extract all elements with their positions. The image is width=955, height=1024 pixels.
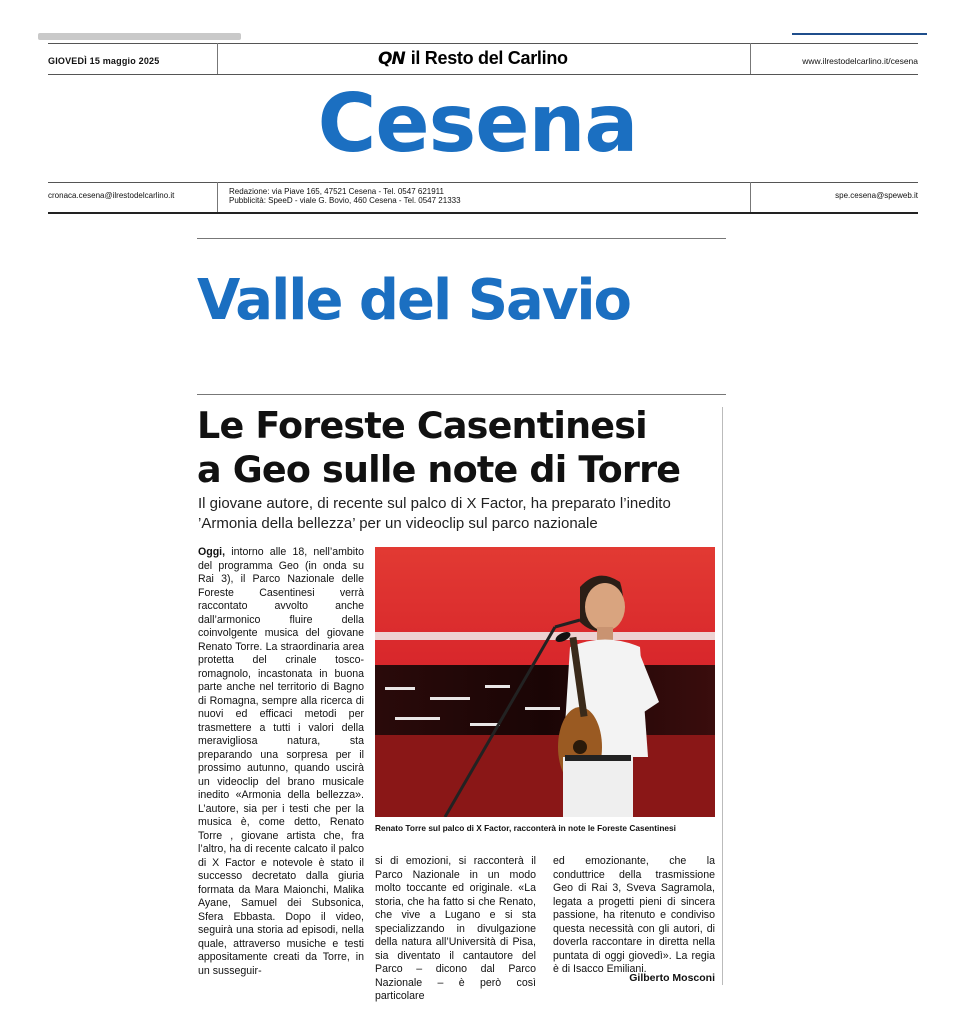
section-bottom-rule	[197, 394, 726, 395]
article-column-3: ed emozionante, che la conduttrice della trasmissione Geo di Rai 3, Sveva Sagramola, legata a progetti pieni di sincera passione, ha ritenuto e condiviso questa necessità con gli autori, di doverla raccontare in diretta nella puntata di oggi giovedì». La regia è di Isacco Emiliani.	[553, 855, 715, 975]
deck-line-2: ’Armonia della bellezza’ per un videoclip sul parco nazionale	[198, 515, 598, 532]
article-column-2: si di emozioni, si racconterà il Parco Nazionale in un modo molto toccante ed originale. «La storia, che ha fatto si che Renato, che vive a Lugano e si sta specializzando in divulgazione della natura all’Università di Pisa, sia diventato il cantautore del Parco – dicono dal Parco Nazionale – è però così particolare	[375, 855, 536, 1002]
masthead-top-rule	[48, 43, 918, 44]
masthead-bottom-rule	[48, 212, 918, 214]
info-divider-right	[750, 182, 751, 212]
section-top-rule	[197, 238, 726, 239]
newspaper-name: il Resto del Carlino	[410, 48, 568, 68]
newsroom-email: cronaca.cesena@ilrestodelcarlino.it	[48, 191, 175, 200]
masthead-rule-3	[48, 182, 918, 183]
article-column-1	[198, 546, 364, 978]
top-accent-line	[792, 33, 927, 35]
qn-logo-mark: QN	[378, 48, 405, 69]
redazione-line: Redazione: via Piave 165, 47521 Cesena - Tel. 0547 621911	[229, 187, 444, 196]
column-1-text: intorno alle 18, nell’ambito del programma Geo (in onda su Rai 3), il Parco Nazionale delle Foreste Casentinesi verrà raccontato avvolto anche dall’armonico fluire della coinvolgente musica del giovane Renato Torre. La straordinaria area protetta del crinale tosco-romagnolo, incastonata in buona parte anche nel territorio di Bagno di Romagna, sempre alla ricerca di nuovi ed efficaci metodi per trasmettere a tutti i valori della meravigliosa natura, sta preparando una sorpresa per il prossimo autunno, quando uscirà un videoclip del brano musicale inedito «Armonia della bellezza». L’autore, sia per i testi che per la musica è, come detto, Renato Torre , giovane artista che, fra l’altro, ha di recente calcato il palco di X Factor e notevole è stato il successo decretato dalla giuria formata da Mara Maionchi, Malika Ayane, Samuel dei Subsonica, Sfera Ebbasta. Dopo il video, seguirà una storia ad episodi, nella quale, attraverso musiche e testi appositamente creati da Torre, in un susseguir-	[198, 546, 364, 977]
masthead-divider-right	[750, 43, 751, 74]
article-headline	[197, 404, 727, 492]
article-byline: Gilberto Mosconi	[629, 972, 715, 984]
column-right-rule	[722, 407, 723, 985]
advertising-email: spe.cesena@speweb.it	[835, 191, 918, 200]
photo-caption: Renato Torre sul palco di X Factor, racconterà in note le Foreste Casentinesi	[375, 823, 676, 833]
article-lead-word: Oggi,	[198, 546, 226, 558]
article-deck	[198, 494, 728, 534]
headline-line-1: Le Foreste Casentinesi	[197, 404, 647, 447]
deck-line-1: Il giovane autore, di recente sul palco di X Factor, ha preparato l’inedito	[198, 495, 671, 512]
newspaper-logo	[378, 48, 568, 69]
info-divider-left	[217, 182, 218, 212]
issue-date: GIOVEDÌ 15 maggio 2025	[48, 56, 160, 66]
article-photo	[375, 547, 715, 817]
newsroom-address	[229, 187, 461, 205]
scrollbar-stub	[38, 33, 241, 40]
section-title: Valle del Savio	[197, 268, 630, 333]
pubblicita-line: Pubblicità: SpeeD - viale G. Bovio, 460 Cesena - Tel. 0547 21333	[229, 196, 461, 205]
headline-line-2: a Geo sulle note di Torre	[197, 448, 681, 491]
edition-city: Cesena	[317, 77, 638, 170]
masthead-divider-left	[217, 43, 218, 74]
website-url: www.ilrestodelcarlino.it/cesena	[802, 56, 918, 66]
singer-on-stage-image	[375, 547, 715, 817]
